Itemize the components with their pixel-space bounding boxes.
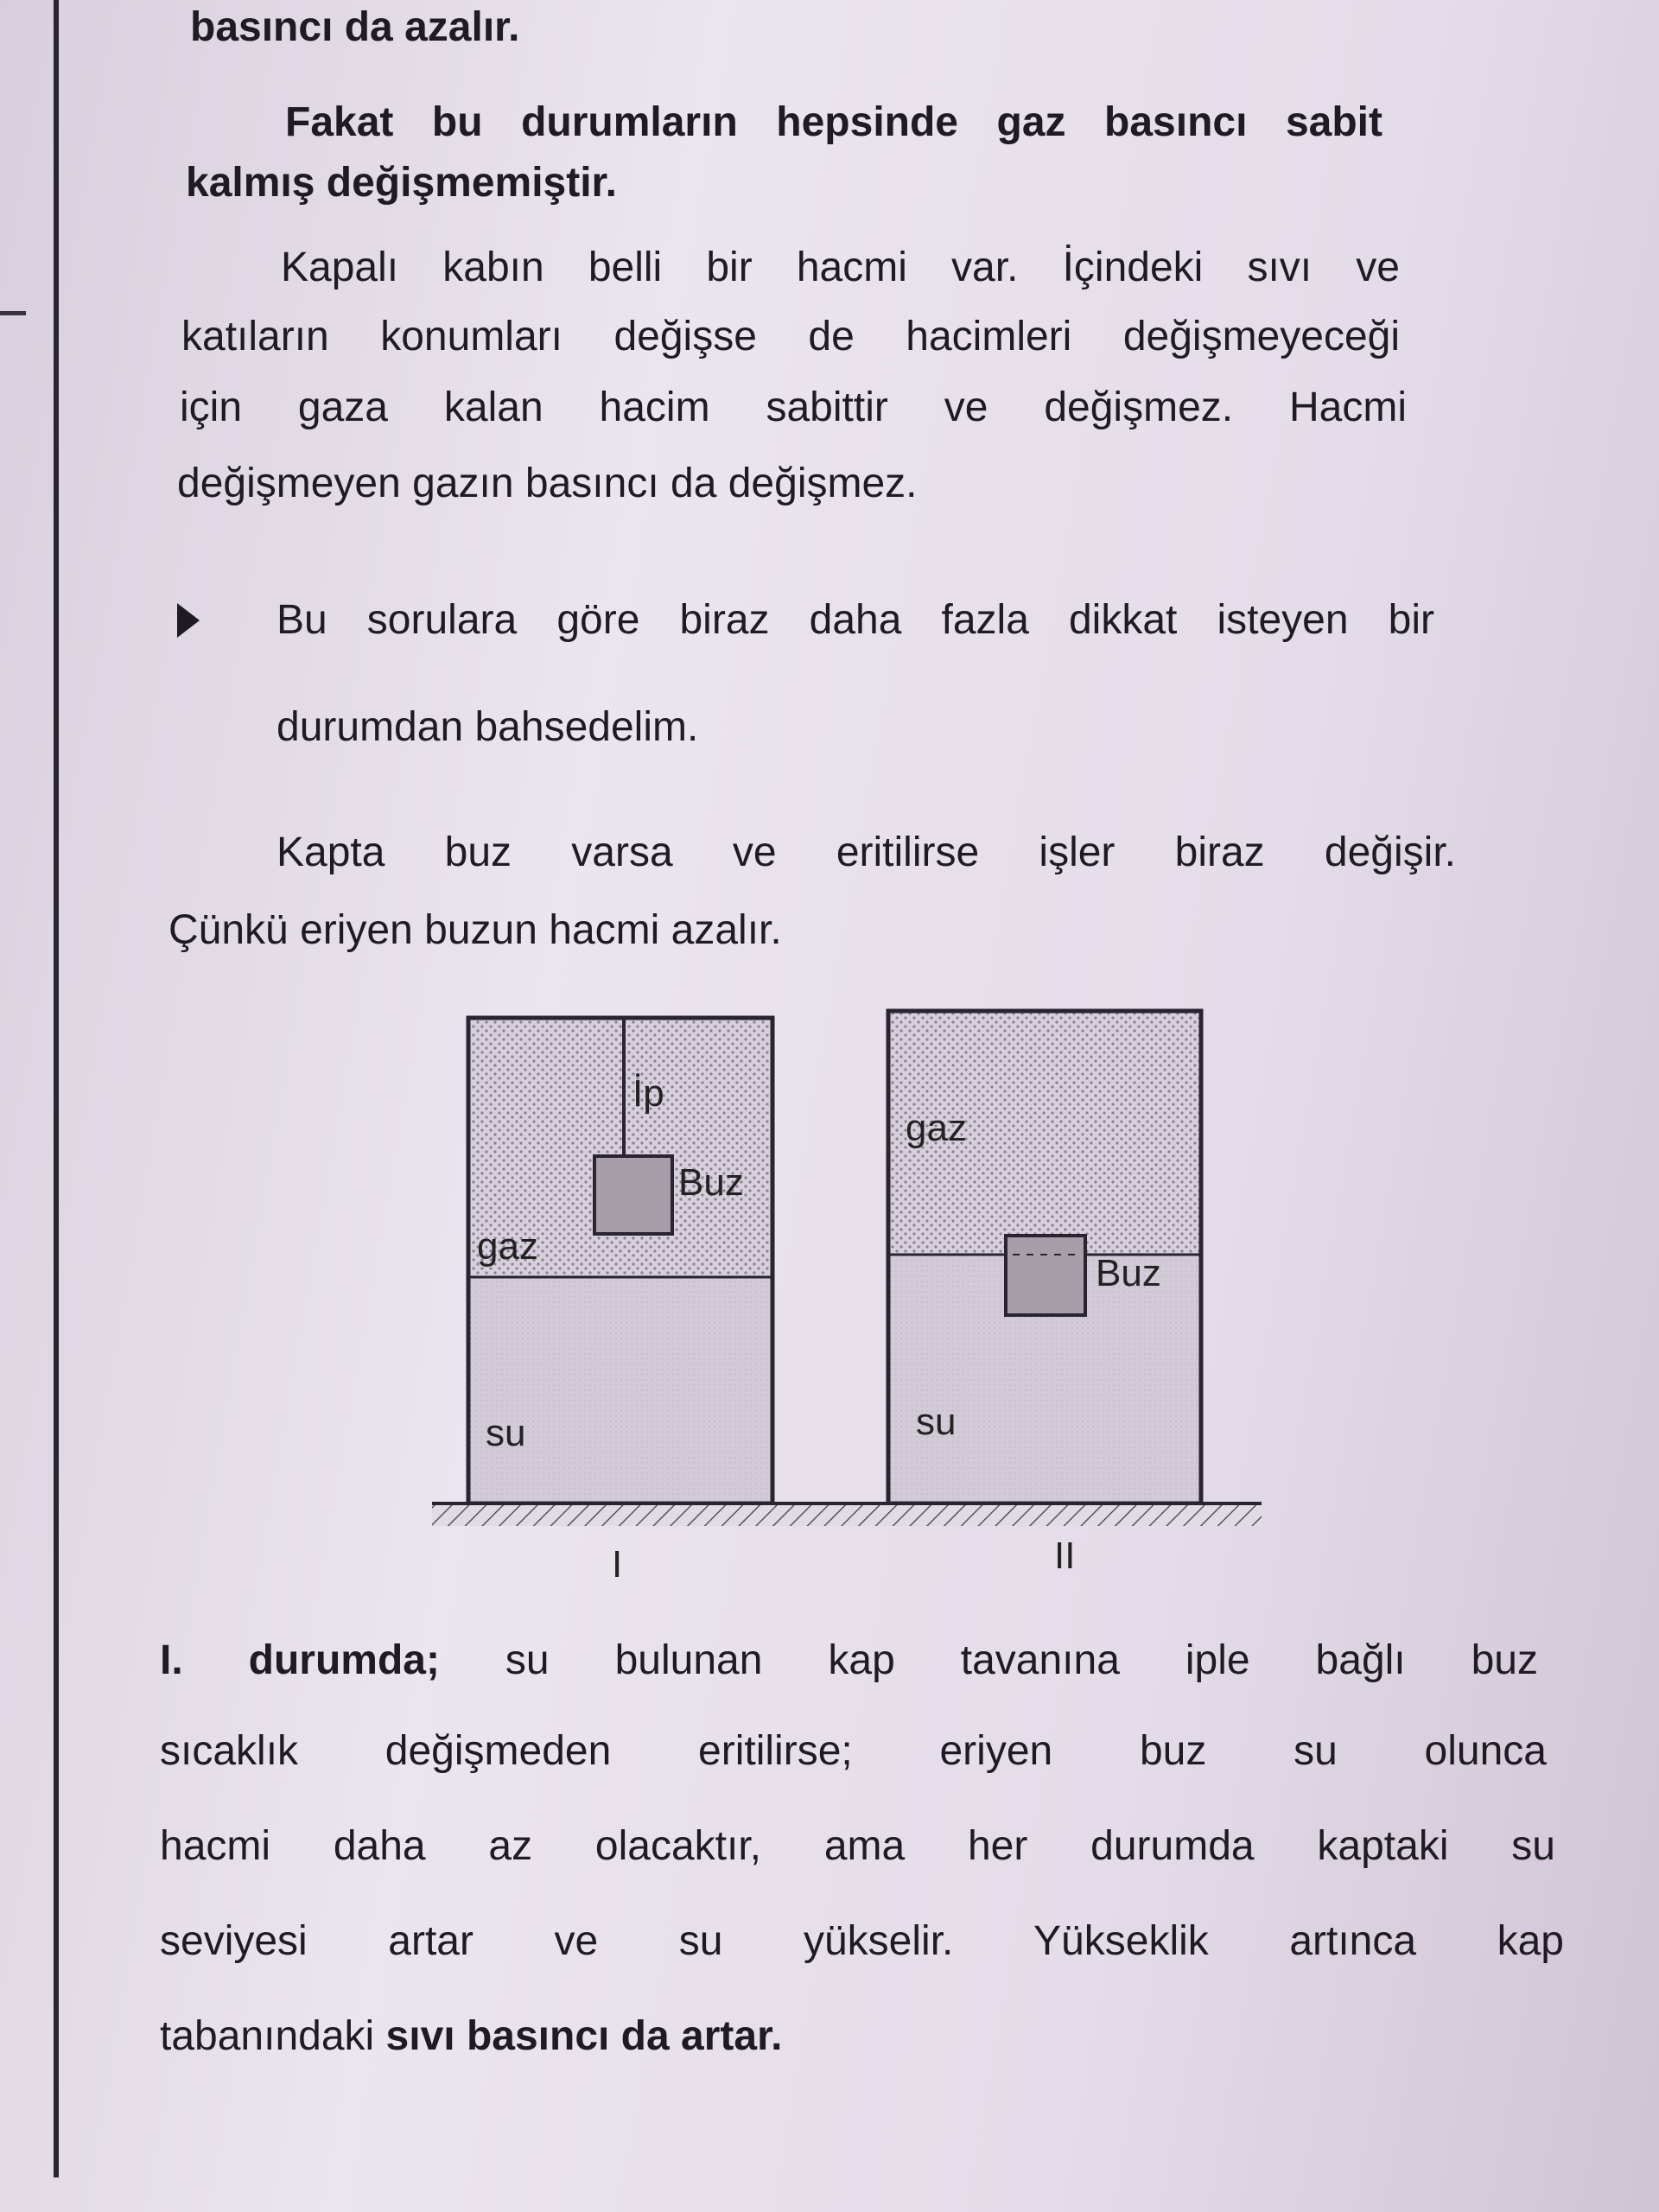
numeral-2: II xyxy=(1054,1535,1076,1577)
para2-line3: için gaza kalan hacim sabittir ve değişmez. Hacmi xyxy=(180,385,1407,430)
numeral-1: I xyxy=(612,1543,623,1586)
intro-line: basıncı da azalır. xyxy=(190,4,520,50)
para5-line5 xyxy=(160,2000,1542,2073)
ground-hatch xyxy=(432,1503,1262,1526)
container-2 xyxy=(888,1011,1201,1503)
margin-rule xyxy=(54,0,59,2177)
para5-line5-plain: tabanındaki xyxy=(160,2013,386,2059)
para5-lead: I. durumda; xyxy=(160,1637,440,1683)
ice-label-2: Buz xyxy=(1096,1252,1161,1294)
para2-line4: değişmeyen gazın basıncı da değişmez. xyxy=(177,461,918,506)
para1-line1: Fakat bu durumların hepsinde gaz basıncı sabit xyxy=(285,99,1382,145)
gas-label-1: gaz xyxy=(477,1225,538,1268)
containers-figure xyxy=(432,994,1279,1599)
para3-line2: durumdan bahsedelim. xyxy=(276,704,699,750)
para5-line2: sıcaklık değişmeden eritilirse; eriyen buz su olunca xyxy=(160,1728,1547,1774)
para5-line4: seviyesi artar ve su yükselir. Yükseklik artınca kap xyxy=(160,1918,1564,1964)
gas-label-2: gaz xyxy=(906,1107,967,1149)
para5-line1 xyxy=(160,1624,1538,1697)
ice-cube-1 xyxy=(594,1156,672,1234)
para4-line2: Çünkü eriyen buzun hacmi azalır. xyxy=(168,907,782,953)
para5-line1-rest: su bulunan kap tavanına iple bağlı buz xyxy=(439,1637,1539,1683)
para5-line3: hacmi daha az olacaktır, ama her durumda kaptaki su xyxy=(160,1823,1555,1869)
para2-line2: katıların konumları değişse de hacimleri değişmeyeceği xyxy=(181,314,1400,359)
water-region-1 xyxy=(468,1277,772,1503)
water-label-1: su xyxy=(486,1412,526,1454)
water-label-2: su xyxy=(916,1401,957,1443)
ice-cube-2 xyxy=(1006,1236,1085,1315)
para1-line2: kalmış değişmemiştir. xyxy=(186,160,617,206)
bullet-arrow-icon xyxy=(177,603,200,638)
container-1 xyxy=(468,1018,772,1503)
para4-line1: Kapta buz varsa ve eritilirse işler biraz değişir. xyxy=(276,830,1456,875)
margin-tick xyxy=(0,311,26,315)
para3-line1: Bu sorulara göre biraz daha fazla dikkat isteyen bir xyxy=(276,597,1434,643)
rope-label: İp xyxy=(632,1072,664,1115)
para2-line1: Kapalı kabın belli bir hacmi var. İçindeki sıvı ve xyxy=(281,245,1400,290)
ice-label-1: Buz xyxy=(678,1161,744,1204)
para5-line5-bold: sıvı basıncı da artar. xyxy=(385,2013,783,2059)
